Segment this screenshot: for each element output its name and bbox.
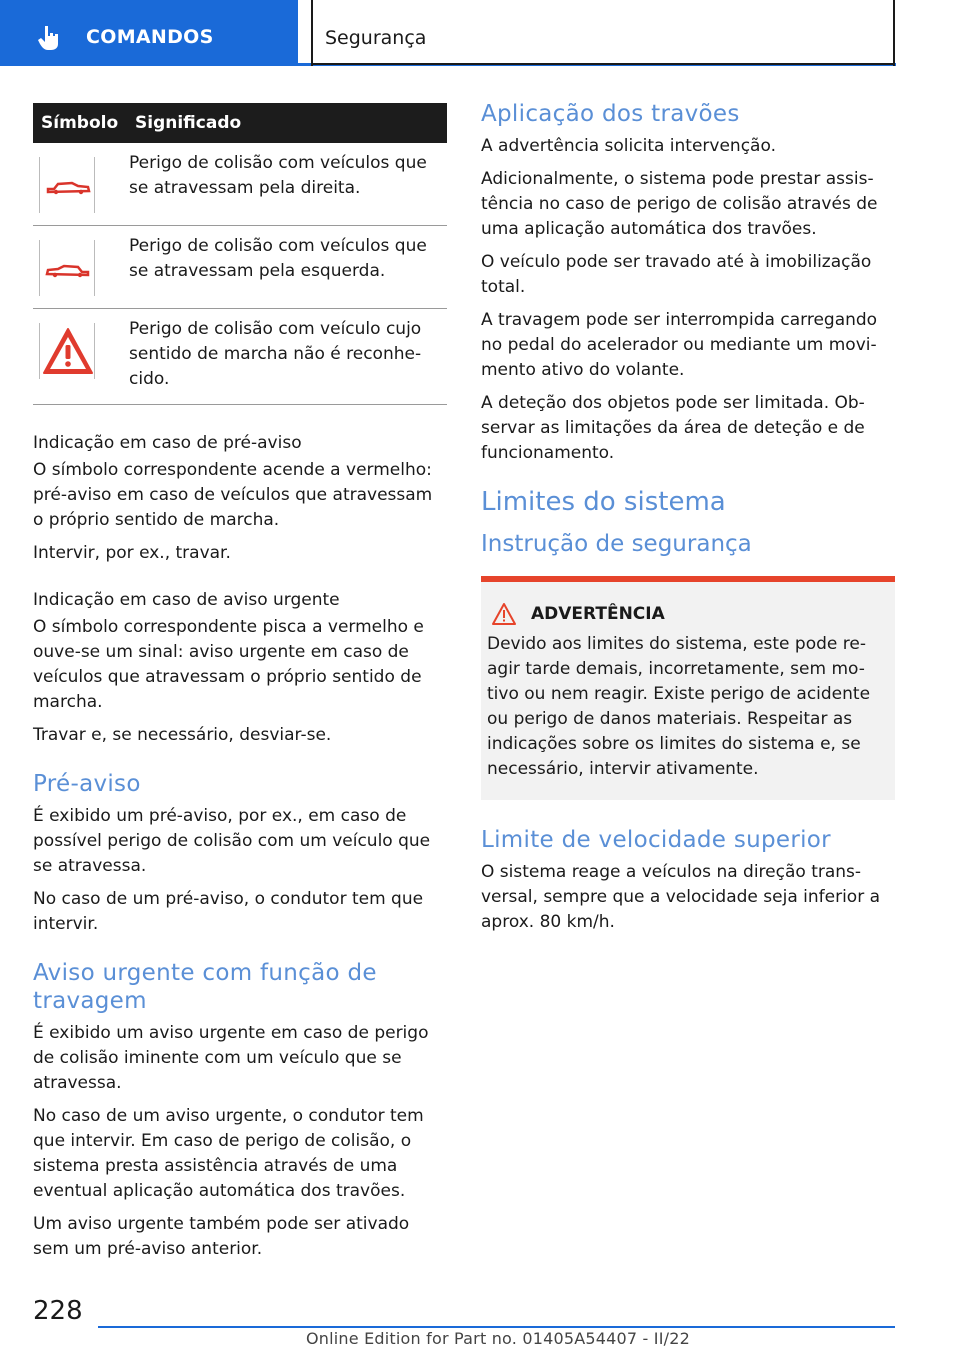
col-header-meaning: Significado [127,103,447,143]
heading-urgent-warning: Aviso urgente com função de travagem [33,960,377,1014]
hand-pointer-icon [34,22,64,52]
paragraph: A travagem pode ser interrompida carregando no pedal do acelerador ou mediante um movi-mento ativo do volante. [481,310,878,380]
paragraph: Um aviso urgente também pode ser ativado sem um pré-aviso anterior. [33,1214,410,1259]
table-row [33,226,447,309]
row-meaning: Perigo de colisão com veículo cujo sentido de marcha não é reconhe-cido. [127,309,447,405]
warning-icon [491,602,517,626]
footer-rule [98,1326,895,1328]
paragraph: Travar e, se necessário, desviar-se. [33,725,332,745]
page-number: 228 [33,1296,83,1326]
table-header-row [33,103,447,143]
heading-preaviso: Pré-aviso [33,771,141,797]
paragraph: No caso de um pré-aviso, o condutor tem que intervir. [33,889,424,934]
left-column [33,103,447,1270]
warning-label: ADVERTÊNCIA [531,604,665,624]
paragraph: O símbolo correspondente pisca a vermelho e ouve-se um sinal: aviso urgente em caso de veículos que atravessam o próprio sentido de marcha. [33,617,424,712]
col-header-symbol: Símbolo [33,103,127,143]
warning-triangle-icon [39,323,95,379]
heading-safety-instruction: Instrução de segurança [481,531,752,557]
header-section-underline [311,63,895,65]
car-right-icon [39,157,95,213]
warning-box [481,576,895,800]
car-left-icon [39,240,95,296]
paragraph: É exibido um pré-aviso, por ex., em caso de possível perigo de colisão com um veículo que se atravessa. [33,806,431,876]
paragraph: Adicionalmente, o sistema pode prestar assis-tência no caso de perigo de colisão através de uma aplicação automática dos travões. [481,169,878,239]
heading-system-limits: Limites do sistema [481,487,726,517]
right-column [481,100,895,943]
subheading-urgent-indication: Indicação em caso de aviso urgente [33,590,340,610]
row-meaning: Perigo de colisão com veículos que se atravessam pela direita. [127,143,447,226]
paragraph: É exibido um aviso urgente em caso de perigo de colisão iminente com um veículo que se atravessa. [33,1023,429,1093]
paragraph: Intervir, por ex., travar. [33,543,231,563]
paragraph: O símbolo correspondente acende a vermelho: pré-aviso em caso de veículos que atravessam o próprio sentido de marcha. [33,460,433,530]
table-row [33,143,447,226]
heading-speed-limit: Limite de velocidade superior [481,827,831,853]
paragraph: A deteção dos objetos pode ser limitada. Ob-servar as limitações da área de deteção e de funcionamento. [481,393,865,463]
chapter-label: COMANDOS [86,26,214,48]
table-row [33,309,447,405]
paragraph: No caso de um aviso urgente, o condutor tem que intervir. Em caso de perigo de colisão, o sistema presta assistência através de uma eventual aplicação automática dos travões. [33,1106,424,1201]
heading-brake-application: Aplicação dos travões [481,101,740,127]
paragraph: O sistema reage a veículos na direção trans-versal, sempre que a velocidade seja inferior a aprox. 80 km/h. [481,862,881,932]
page-header [0,0,960,66]
header-divider-right [893,0,895,66]
paragraph: A advertência solicita intervenção. [481,136,776,156]
row-meaning: Perigo de colisão com veículos que se atravessam pela esquerda. [127,226,447,309]
header-divider-left [311,0,313,66]
symbol-table [33,103,447,405]
edition-info: Online Edition for Part no. 01405A54407 - II/22 [306,1329,690,1348]
subheading-preaviso-indication: Indicação em caso de pré-aviso [33,433,302,453]
warning-text: Devido aos limites do sistema, este pode re-agir tarde demais, incorretamente, sem mo-tivo ou nem reagir. Existe perigo de acidente ou perigo de danos materiais. Respeitar as indicações sobre os limites do sistema e, se necessário, intervir ativamente. [487,634,871,779]
chapter-tab[interactable] [0,0,298,66]
paragraph: O veículo pode ser travado até à imobilização total. [481,252,872,297]
section-title: Segurança [325,27,427,49]
